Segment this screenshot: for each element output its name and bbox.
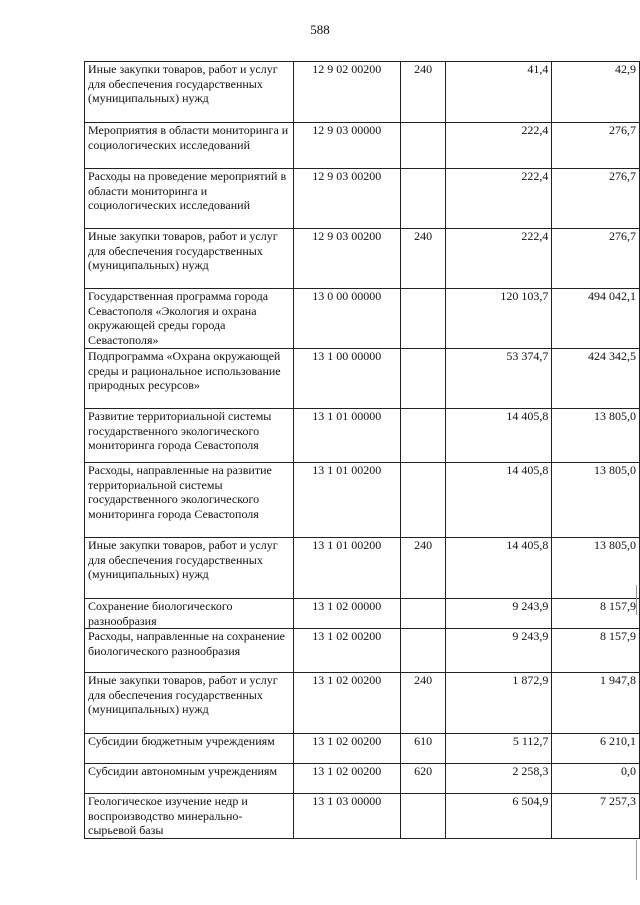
row-value-2-cell: 42,9 bbox=[552, 62, 640, 123]
table-row bbox=[85, 62, 640, 123]
row-name-cell: Иные закупки товаров, работ и услуг для обеспечения государственных (муниципальных) нужд bbox=[85, 229, 294, 289]
row-code-cell: 13 1 02 00200 bbox=[293, 734, 400, 764]
row-value-1-cell: 120 103,7 bbox=[446, 289, 552, 349]
table-row bbox=[85, 169, 640, 229]
row-code-cell: 12 9 03 00000 bbox=[293, 123, 400, 169]
row-value-2-cell: 13 805,0 bbox=[552, 463, 640, 538]
row-value-1-cell: 14 405,8 bbox=[446, 409, 552, 463]
row-type-cell bbox=[400, 599, 446, 629]
row-code-cell: 12 9 02 00200 bbox=[293, 62, 400, 123]
table-row bbox=[85, 229, 640, 289]
row-value-1-cell: 41,4 bbox=[446, 62, 552, 123]
scan-edge-mark bbox=[636, 585, 637, 615]
row-name-cell: Геологическое изучение недр и воспроизводство минерально-сырьевой базы bbox=[85, 794, 294, 839]
row-name-cell: Мероприятия в области мониторинга и социологических исследований bbox=[85, 123, 294, 169]
row-type-cell: 240 bbox=[400, 62, 446, 123]
row-type-cell bbox=[400, 409, 446, 463]
row-type-cell bbox=[400, 349, 446, 409]
row-value-2-cell: 276,7 bbox=[552, 169, 640, 229]
row-name-cell: Государственная программа города Севастополя «Экология и охрана окружающей среды города Севастополя» bbox=[85, 289, 294, 349]
table-row bbox=[85, 794, 640, 839]
page-number: 588 bbox=[310, 22, 330, 37]
row-value-1-cell: 222,4 bbox=[446, 169, 552, 229]
row-type-cell bbox=[400, 289, 446, 349]
row-value-1-cell: 14 405,8 bbox=[446, 463, 552, 538]
table-row bbox=[85, 629, 640, 673]
row-value-2-cell: 13 805,0 bbox=[552, 538, 640, 599]
row-value-2-cell: 0,0 bbox=[552, 764, 640, 794]
row-type-cell bbox=[400, 629, 446, 673]
row-value-1-cell: 5 112,7 bbox=[446, 734, 552, 764]
row-value-2-cell: 13 805,0 bbox=[552, 409, 640, 463]
row-code-cell: 13 1 01 00000 bbox=[293, 409, 400, 463]
row-value-2-cell: 1 947,8 bbox=[552, 673, 640, 734]
row-value-1-cell: 53 374,7 bbox=[446, 349, 552, 409]
row-value-2-cell: 276,7 bbox=[552, 123, 640, 169]
row-code-cell: 13 1 00 00000 bbox=[293, 349, 400, 409]
row-value-1-cell: 9 243,9 bbox=[446, 629, 552, 673]
row-value-2-cell: 6 210,1 bbox=[552, 734, 640, 764]
row-type-cell bbox=[400, 463, 446, 538]
row-name-cell: Расходы, направленные на развитие территориальной системы государственного экологического мониторинга города Севастополя bbox=[85, 463, 294, 538]
row-name-cell: Субсидии бюджетным учреждениям bbox=[85, 734, 294, 764]
table-row bbox=[85, 538, 640, 599]
row-type-cell: 240 bbox=[400, 538, 446, 599]
table-row bbox=[85, 764, 640, 794]
row-value-2-cell: 7 257,3 bbox=[552, 794, 640, 839]
table-row bbox=[85, 673, 640, 734]
row-code-cell: 13 1 02 00200 bbox=[293, 764, 400, 794]
row-code-cell: 13 1 03 00000 bbox=[293, 794, 400, 839]
budget-table bbox=[84, 61, 640, 839]
row-name-cell: Расходы, направленные на сохранение биологического разнообразия bbox=[85, 629, 294, 673]
table-row bbox=[85, 734, 640, 764]
row-type-cell bbox=[400, 794, 446, 839]
row-value-1-cell: 6 504,9 bbox=[446, 794, 552, 839]
row-code-cell: 13 1 01 00200 bbox=[293, 463, 400, 538]
table-row bbox=[85, 409, 640, 463]
row-value-1-cell: 222,4 bbox=[446, 123, 552, 169]
row-value-1-cell: 9 243,9 bbox=[446, 599, 552, 629]
row-name-cell: Иные закупки товаров, работ и услуг для обеспечения государственных (муниципальных) нужд bbox=[85, 673, 294, 734]
row-code-cell: 13 0 00 00000 bbox=[293, 289, 400, 349]
row-code-cell: 12 9 03 00200 bbox=[293, 229, 400, 289]
row-code-cell: 13 1 02 00000 bbox=[293, 599, 400, 629]
budget-table-body bbox=[85, 62, 640, 839]
row-name-cell: Иные закупки товаров, работ и услуг для обеспечения государственных (муниципальных) нужд bbox=[85, 62, 294, 123]
row-name-cell: Сохранение биологического разнообразия bbox=[85, 599, 294, 629]
row-value-2-cell: 424 342,5 bbox=[552, 349, 640, 409]
row-name-cell: Субсидии автономным учреждениям bbox=[85, 764, 294, 794]
row-value-1-cell: 14 405,8 bbox=[446, 538, 552, 599]
table-row bbox=[85, 289, 640, 349]
row-code-cell: 13 1 02 00200 bbox=[293, 673, 400, 734]
table-row bbox=[85, 599, 640, 629]
row-value-2-cell: 8 157,9 bbox=[552, 599, 640, 629]
row-type-cell: 240 bbox=[400, 229, 446, 289]
table-row bbox=[85, 349, 640, 409]
row-code-cell: 13 1 01 00200 bbox=[293, 538, 400, 599]
row-type-cell: 240 bbox=[400, 673, 446, 734]
row-value-1-cell: 2 258,3 bbox=[446, 764, 552, 794]
row-type-cell bbox=[400, 169, 446, 229]
row-name-cell: Подпрограмма «Охрана окружающей среды и рациональное использование природных ресурсов» bbox=[85, 349, 294, 409]
row-code-cell: 12 9 03 00200 bbox=[293, 169, 400, 229]
row-type-cell: 620 bbox=[400, 764, 446, 794]
row-value-2-cell: 276,7 bbox=[552, 229, 640, 289]
row-type-cell bbox=[400, 123, 446, 169]
row-value-2-cell: 494 042,1 bbox=[552, 289, 640, 349]
row-value-2-cell: 8 157,9 bbox=[552, 629, 640, 673]
row-name-cell: Расходы на проведение мероприятий в области мониторинга и социологических исследований bbox=[85, 169, 294, 229]
table-row bbox=[85, 123, 640, 169]
row-value-1-cell: 222,4 bbox=[446, 229, 552, 289]
row-name-cell: Развитие территориальной системы государственного экологического мониторинга города Севастополя bbox=[85, 409, 294, 463]
row-name-cell: Иные закупки товаров, работ и услуг для обеспечения государственных (муниципальных) нужд bbox=[85, 538, 294, 599]
scan-edge-mark bbox=[636, 840, 637, 880]
row-code-cell: 13 1 02 00200 bbox=[293, 629, 400, 673]
row-type-cell: 610 bbox=[400, 734, 446, 764]
row-value-1-cell: 1 872,9 bbox=[446, 673, 552, 734]
table-row bbox=[85, 463, 640, 538]
